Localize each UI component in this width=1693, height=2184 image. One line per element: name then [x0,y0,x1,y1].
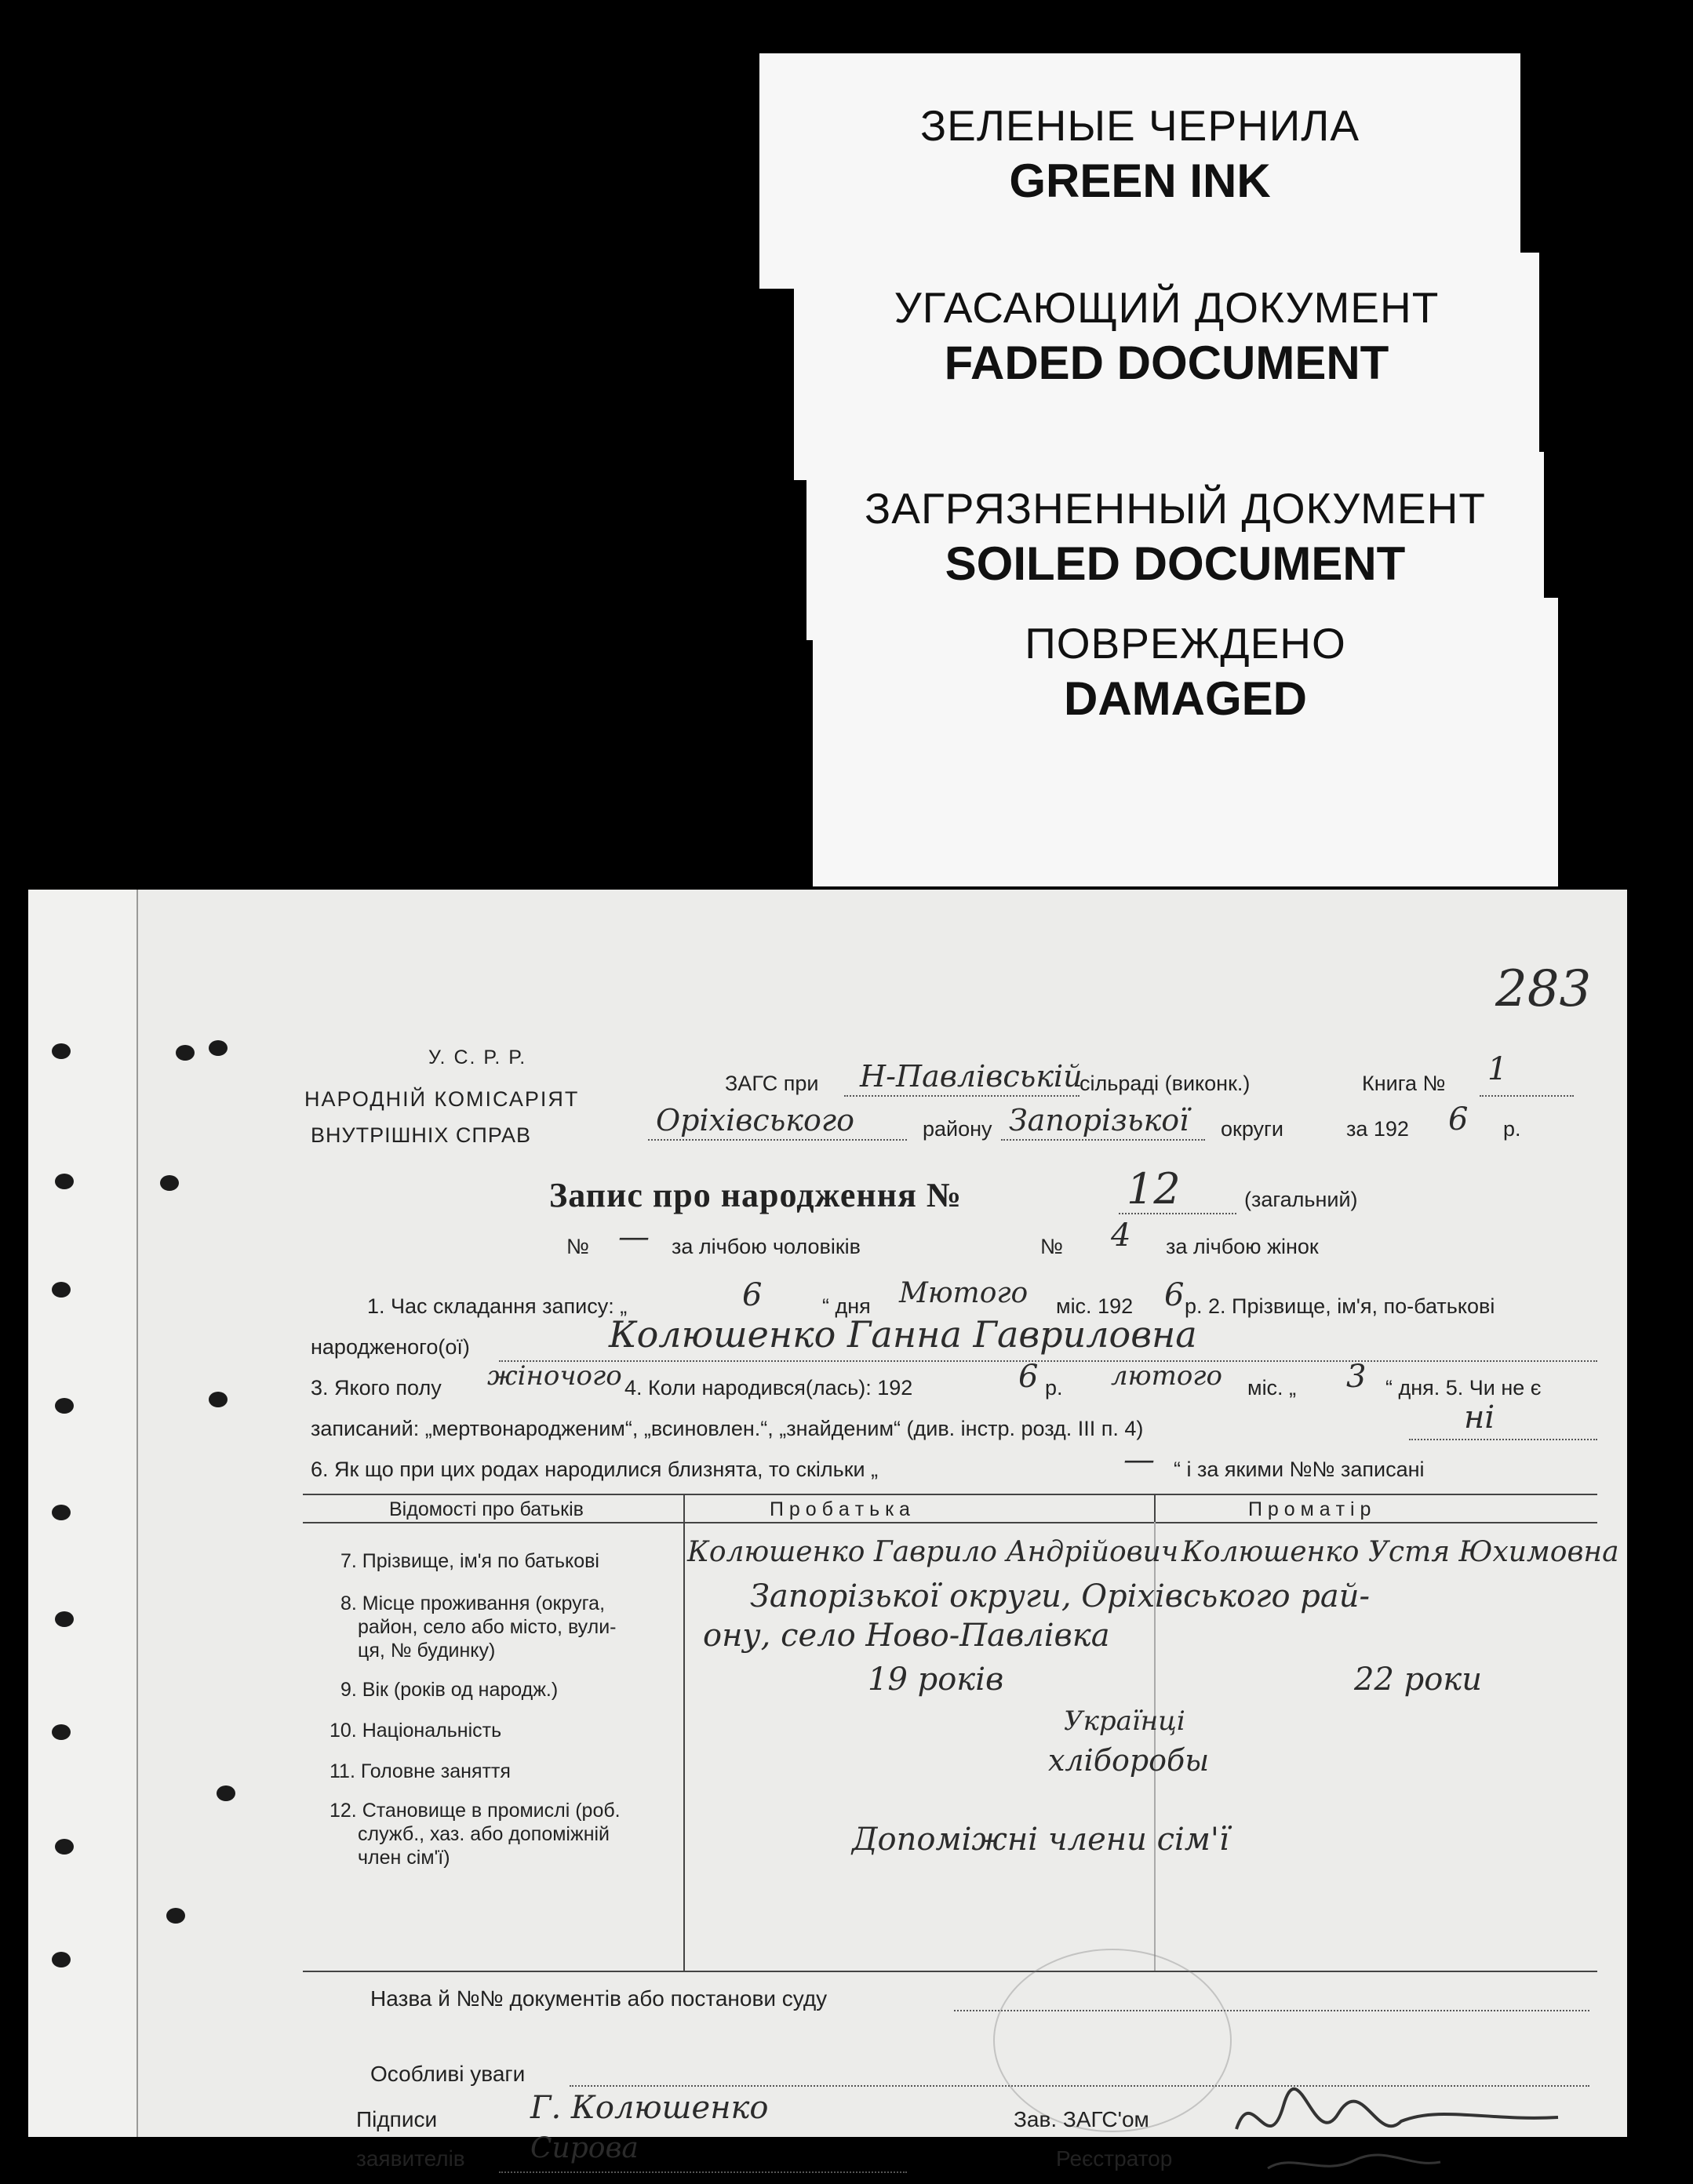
line4-rule [1409,1439,1597,1440]
record-month: Мютого [899,1277,1029,1309]
binding-flap [28,890,138,2137]
faded-document-label [794,253,1539,480]
birth-day: 3 [1346,1359,1367,1395]
line4-text: записаний: „мертвонародженим“, „всиновлен.“, „знайденим“ (див. інстр. розд. III п. 4) [311,1417,1144,1440]
documents-label: Назва й №№ документів або постанови суду [370,1986,828,2011]
zags-head-label: Зав. ЗАГС'ом [1014,2107,1149,2131]
table-divider-2 [1154,1494,1156,1522]
table-top-rule [303,1494,1597,1495]
soiled-ru: ЗАГРЯЗНЕННЫЙ ДОКУМЕНТ [865,484,1486,533]
general-label: (загальний) [1244,1188,1358,1211]
punch-hole [52,1282,71,1298]
book-label: Книга № [1362,1072,1446,1095]
punch-hole [55,1174,74,1189]
line1-part-b: “ дня [822,1294,871,1318]
damaged-label [813,598,1558,886]
row7-label: 7. Прізвище, ім'я по батькові [340,1550,599,1572]
father-age: 19 років [868,1662,1004,1698]
soiled-en: SOILED DOCUMENT [945,537,1406,590]
applicant-signature-rule [499,2171,907,2173]
punch-hole [52,1952,71,1967]
punch-hole [176,1045,195,1061]
male-count-label: за лічбою чоловіків [672,1235,861,1258]
book-number: 1 [1487,1051,1508,1087]
district-label: району [923,1117,992,1141]
line5-part-b: “ і за якими №№ записані [1174,1458,1425,1481]
birth-record-form [28,890,1627,2171]
green-ink-en: GREEN INK [1009,155,1271,207]
punch-hole [209,1040,228,1056]
female-number: 4 [1111,1218,1131,1254]
line3-part-c: р. [1045,1376,1063,1400]
line1-part-a: 1. Час складання запису: „ [367,1294,628,1318]
table-header-rule [303,1522,1597,1523]
line3-part-a: 3. Якого полу [311,1376,442,1400]
village-rule [844,1095,1080,1097]
ussr-label: У. С. Р. Р. [428,1046,527,1068]
line1-part-c: міс. 192 [1056,1294,1134,1318]
row8-label-3: ця, № будинку) [358,1640,496,1662]
record-number-rule [1119,1213,1236,1214]
birth-month: лютого [1111,1360,1222,1392]
col-parents-info: Відомості про батьків [389,1498,584,1520]
notes-label: Особливі уваги [370,2062,526,2086]
male-number: — [618,1219,650,1255]
okrug-rule [1001,1139,1205,1141]
village-value: Н-Павлівській [860,1059,1083,1094]
family-position: Допоміжні члени сім'ї [852,1822,1229,1858]
birth-year: 6 [1018,1359,1039,1395]
zags-at-label: ЗАГС при [725,1072,819,1095]
damaged-ru: ПОВРЕЖДЕНО [1025,619,1346,668]
damaged-en: DAMAGED [1064,672,1307,725]
row8-label-1: 8. Місце проживання (округа, [340,1592,606,1614]
row12-label-1: 12. Становище в промислі (роб. [329,1800,621,1822]
line3-part-e: “ дня. 5. Чи не є [1385,1376,1542,1400]
registrar-label: Реєстратор [1056,2146,1173,2171]
council-label: сільраді (виконк.) [1080,1072,1251,1095]
applicant-signature-2: Сирова [530,2132,639,2164]
year-value: 6 [1448,1101,1469,1138]
female-no-label: № [1040,1235,1063,1258]
book-rule [1480,1095,1574,1097]
child-name-rule [499,1360,1597,1362]
row12-label-2: служб., хаз. або допоміжній [358,1823,610,1845]
page-number: 283 [1495,960,1592,1018]
punch-hole [166,1908,185,1924]
child-sex: жіночого [487,1360,622,1392]
col-father: П р о б а т ь к а [770,1498,910,1520]
punch-hole [52,1505,71,1520]
punch-hole [52,1043,71,1059]
line5-part-a: 6. Як що при цих родах народилися близнята, то скільки „ [311,1458,879,1481]
punch-hole [55,1839,74,1855]
punch-hole [217,1785,235,1801]
official-signatures [1221,2074,1582,2184]
address-line-2: ону, село Ново-Павлівка [703,1618,1110,1654]
year-suffix: р. [1503,1117,1521,1141]
line4-answer: ні [1464,1400,1495,1436]
commissariat-line-1: НАРОДНІЙ КОМІСАРІЯТ [304,1087,580,1111]
district-rule [648,1139,907,1141]
nationality: Українці [1064,1705,1185,1737]
signatures-label-2: заявителів [356,2146,465,2171]
punch-hole [160,1175,179,1191]
okrug-label: округи [1221,1117,1283,1141]
faded-en: FADED DOCUMENT [944,337,1389,389]
table-divider-1 [683,1494,685,1971]
address-line-1: Запорізької округи, Оріхівського рай- [750,1578,1370,1614]
twins-answer: — [1123,1442,1155,1478]
col-mother: П р о м а т і р [1248,1498,1371,1520]
faded-ru: УГАСАЮЩИЙ ДОКУМЕНТ [894,283,1440,332]
row9-label: 9. Вік (років од народж.) [340,1679,559,1701]
green-ink-ru: ЗЕЛЕНЫЕ ЧЕРНИЛА [919,101,1360,150]
row12-label-3: член сім'ї) [358,1847,450,1869]
row8-label-2: район, село або місто, вули- [358,1616,617,1638]
punch-hole [55,1611,74,1627]
mother-age: 22 роки [1354,1662,1482,1698]
district-value: Оріхівського [656,1103,854,1138]
record-number: 12 [1127,1164,1181,1214]
commissariat-line-2: ВНУТРІШНІХ СПРАВ [311,1123,532,1147]
mother-name: Колюшенко Устя Юхимовна [1181,1536,1619,1568]
occupation: хліборобы [1048,1743,1210,1778]
applicant-signature-1: Г. Колюшенко [530,2090,769,2126]
row11-label: 11. Головне заняття [329,1760,511,1782]
row10-label: 10. Національність [329,1720,502,1742]
record-title: Запис про народження № [549,1176,963,1214]
signatures-label-1: Підписи [356,2107,438,2131]
punch-hole [52,1724,71,1740]
okrug-value: Запорізької [1009,1103,1189,1138]
punch-hole [209,1392,228,1407]
child-name: Колюшенко Ганна Гавриловна [609,1313,1197,1356]
line1-part-d: р. 2. Прізвище, ім'я, по-батькові [1185,1294,1495,1318]
year-label: за 192 [1346,1117,1409,1141]
line3-part-d: міс. „ [1247,1376,1297,1400]
punch-hole [55,1398,74,1414]
faded-stamp [993,1949,1232,2132]
female-count-label: за лічбою жінок [1166,1235,1319,1258]
record-day: 6 [742,1277,763,1313]
father-name: Колюшенко Гаврило Андрійович [687,1536,1179,1568]
table-bottom-rule [303,1971,1597,1972]
child-label: народженого(ої) [311,1335,470,1359]
record-year: 6 [1164,1277,1185,1313]
line3-part-b: 4. Коли народився(лась): 192 [624,1376,913,1400]
male-no-label: № [566,1235,589,1258]
